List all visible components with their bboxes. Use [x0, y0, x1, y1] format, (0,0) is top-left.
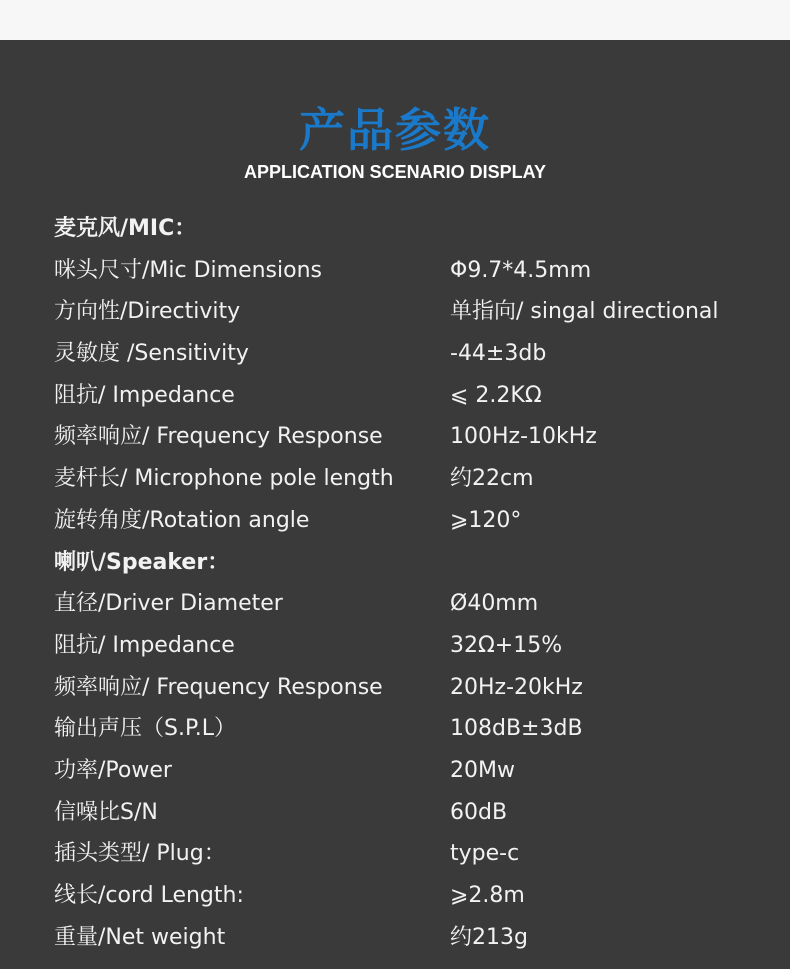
spec-label: 灵敏度 /Sensitivity: [54, 341, 249, 367]
spec-row: [0, 625, 790, 667]
spec-value: 20Hz-20kHz: [450, 674, 583, 700]
spec-label: 旋转角度/Rotation angle: [54, 507, 310, 533]
spec-label: 线长/cord Length:: [54, 883, 244, 908]
spec-value: ⩾120°: [450, 507, 522, 533]
spec-label: 插头类型/ Plug：: [54, 841, 226, 867]
spec-row: [0, 708, 790, 750]
spec-value: 100Hz-10kHz: [450, 424, 597, 450]
spec-row: [0, 250, 790, 292]
spec-value: 单指向/ singal directional: [450, 299, 719, 325]
spec-row: [0, 875, 790, 917]
spec-value: -44±3db: [450, 341, 547, 367]
spec-label: 重量/Net weight: [54, 924, 226, 950]
spec-value: 32Ω+15%: [450, 632, 563, 658]
page-subtitle: APPLICATION SCENARIO DISPLAY: [243, 162, 547, 182]
spec-row: [0, 833, 790, 875]
spec-label: 频率响应/ Frequency Response: [54, 424, 383, 450]
spec-label: 信噪比S/N: [54, 799, 158, 825]
spec-row: [0, 583, 790, 625]
spec-row: [0, 375, 790, 417]
spec-row: [0, 750, 790, 792]
spec-value: 约213g: [450, 924, 528, 950]
spec-value: ⩽ 2.2KΩ: [450, 382, 542, 408]
spec-label: 输出声压（S.P.L）: [54, 716, 237, 742]
spec-label: 麦克风/MIC：: [54, 216, 197, 241]
spec-row: [0, 458, 790, 500]
spec-row: [0, 792, 790, 834]
spec-row: [0, 500, 790, 542]
spec-section-header: [0, 542, 790, 584]
spec-label: 麦杆长/ Microphone pole length: [54, 466, 394, 492]
page-title: 产品参数: [299, 103, 491, 157]
spec-row: [0, 917, 790, 959]
spec-value: ⩾2.8m: [450, 883, 525, 908]
spec-label: 咪头尺寸/Mic Dimensions: [54, 257, 322, 283]
spec-value: Φ9.7*4.5mm: [450, 257, 592, 283]
spec-value: 约22cm: [450, 466, 534, 492]
top-white-band: [0, 0, 790, 40]
spec-label: 方向性/Directivity: [54, 299, 241, 325]
spec-section-header: [0, 208, 790, 250]
spec-value: 20Mw: [450, 757, 515, 783]
spec-value: Ø40mm: [450, 591, 539, 617]
spec-label: 直径/Driver Diameter: [54, 591, 283, 617]
spec-label: 功率/Power: [54, 757, 172, 783]
spec-row: [0, 333, 790, 375]
spec-list: [0, 208, 790, 958]
spec-label: 喇叭/Speaker：: [54, 549, 230, 575]
spec-value: 108dB±3dB: [450, 716, 583, 742]
spec-row: [0, 291, 790, 333]
spec-row: [0, 667, 790, 709]
spec-value: type-c: [450, 841, 520, 867]
spec-row: [0, 416, 790, 458]
spec-label: 频率响应/ Frequency Response: [54, 674, 383, 700]
spec-value: 60dB: [450, 799, 508, 825]
spec-label: 阻抗/ Impedance: [54, 382, 235, 408]
spec-label: 阻抗/ Impedance: [54, 632, 235, 658]
